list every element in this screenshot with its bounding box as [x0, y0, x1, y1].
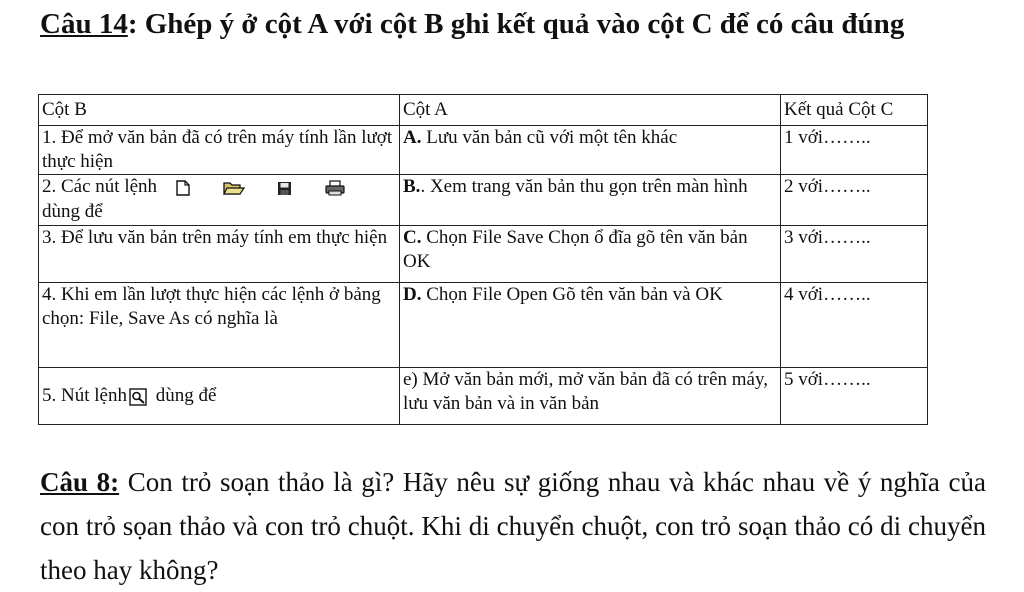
header-col-c: Kết quả Cột C	[781, 95, 928, 126]
table-header-row	[39, 95, 928, 126]
row-5-col-c: 5 với……..	[781, 368, 928, 425]
row-1-col-c: 1 với……..	[781, 126, 928, 175]
row-2-col-b	[39, 175, 400, 226]
row-1-col-a-text: Lưu văn bản cũ với một tên khác	[421, 127, 678, 148]
row-4-col-a	[400, 283, 781, 368]
save-disk-icon	[277, 181, 292, 196]
row-5-col-a: e) Mở văn bản mới, mở văn bản đã có trên máy, lưu văn bản và in văn bản	[400, 368, 781, 425]
table-row	[39, 283, 928, 368]
open-folder-icon	[223, 180, 245, 196]
row-2-col-b-text: 2. Các nút lệnh	[42, 176, 158, 197]
printer-icon	[325, 180, 345, 196]
print-preview-icon	[129, 388, 147, 406]
row-1-col-a	[400, 126, 781, 175]
question-14-text: : Ghép ý ở cột A với cột B ghi kết quả vào cột C để có câu đúng	[127, 8, 905, 40]
row-2-letter: B.	[403, 176, 421, 197]
row-3-col-b: 3. Để lưu văn bản trên máy tính em thực hiện	[39, 226, 400, 283]
table-row	[39, 126, 928, 175]
table-row	[39, 226, 928, 283]
question-14-number: Câu 14	[40, 8, 128, 40]
new-document-icon	[176, 180, 190, 196]
row-3-col-c: 3 với……..	[781, 226, 928, 283]
row-2-col-a	[400, 175, 781, 226]
row-4-col-a-text: Chọn File Open Gõ tên văn bản và OK	[421, 284, 723, 305]
row-4-col-b: 4. Khi em lần lượt thực hiện các lệnh ở bảng chọn: File, Save As có nghĩa là	[39, 283, 400, 368]
row-2-col-c: 2 với……..	[781, 175, 928, 226]
question-8-text: Con trỏ soạn thảo là gì? Hãy nêu sự giống nhau và khác nhau về ý nghĩa của con trỏ sọan thảo và con trỏ chuột. Khi di chuyển chuột, con trỏ soạn thảo có di chuyển theo hay không?	[40, 467, 986, 585]
table-row	[39, 368, 928, 425]
question-8-paragraph	[40, 460, 986, 592]
row-2-col-a-text: . Xem trang văn bản thu gọn trên màn hình	[420, 176, 748, 197]
row-1-letter: A.	[403, 127, 422, 148]
row-3-letter: C.	[403, 227, 422, 248]
row-5-col-b-suffix: dùng để	[155, 385, 217, 406]
row-3-col-a-text: Chọn File Save Chọn ổ đĩa gõ tên văn bản OK	[403, 227, 748, 272]
matching-table	[38, 94, 928, 425]
header-col-a: Cột A	[400, 95, 781, 126]
question-8-number: Câu 8:	[40, 467, 120, 497]
row-5-col-b-text: 5. Nút lệnh	[42, 385, 127, 406]
row-4-col-c: 4 với……..	[781, 283, 928, 368]
row-3-col-a	[400, 226, 781, 283]
header-col-b: Cột B	[39, 95, 400, 126]
table-row	[39, 175, 928, 226]
row-1-col-b: 1. Để mở văn bản đã có trên máy tính lần lượt thực hiện	[39, 126, 400, 175]
row-2-col-b-suffix: dùng để	[42, 200, 103, 222]
row-4-letter: D.	[403, 284, 422, 305]
row-5-col-b	[39, 368, 400, 425]
toolbar-icons	[176, 176, 373, 200]
question-14-heading	[40, 4, 1000, 45]
